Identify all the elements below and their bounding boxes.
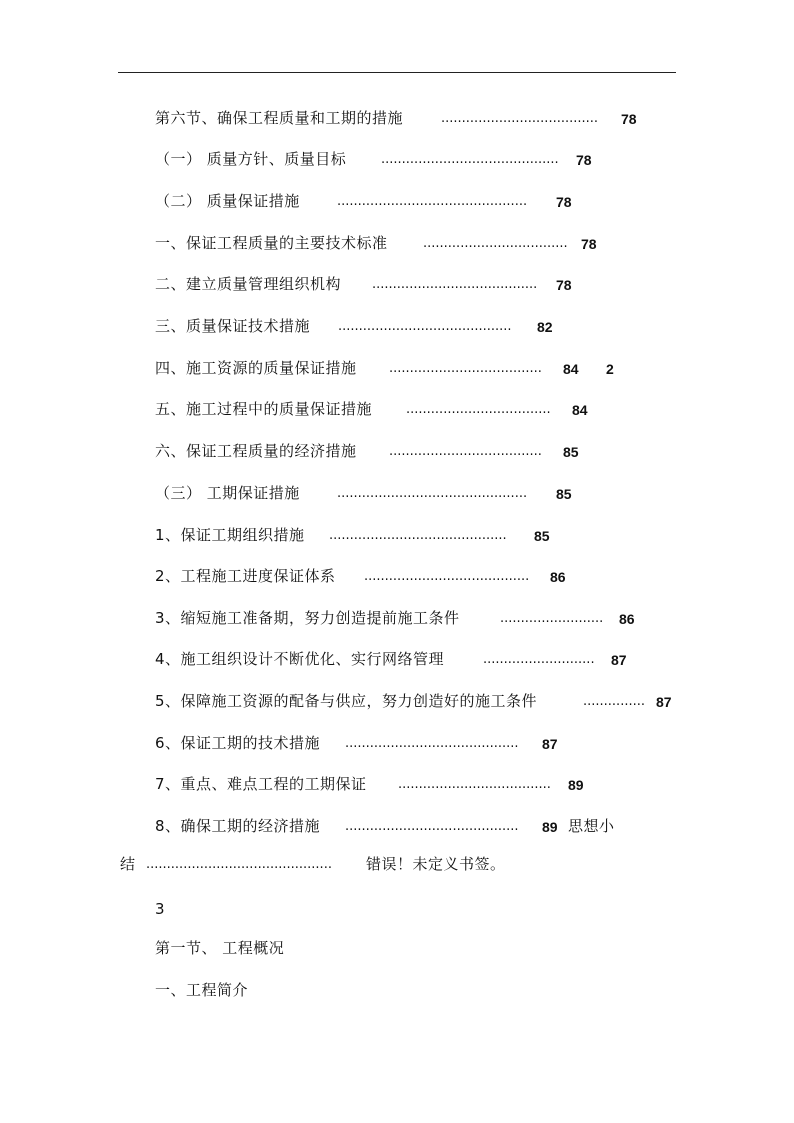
toc-entry-leader: ...........................................	[329, 528, 507, 543]
toc-entry-title: 2、工程施工进度保证体系	[155, 567, 336, 585]
toc-entry-leader: ...........................	[483, 652, 595, 667]
toc-entry-page-number: 78	[556, 194, 572, 210]
toc-entry[interactable]	[155, 606, 715, 630]
toc-entry-leader: ..............................................	[337, 194, 528, 209]
toc-entry-leader: ........................................	[372, 277, 538, 292]
toc-entry[interactable]	[155, 439, 715, 463]
toc-entry[interactable]	[155, 314, 715, 338]
page-number: 3	[155, 900, 166, 918]
toc-entry[interactable]	[155, 147, 715, 171]
toc-entry-page-number: 87	[542, 736, 558, 752]
toc-entry-page-number: 84	[563, 361, 579, 377]
toc-error-text: 错误！未定义书签。	[366, 855, 506, 873]
toc-entry-title: 六、保证工程质量的经济措施	[155, 442, 357, 460]
toc-continuation-dots: .............................................	[146, 857, 332, 872]
toc-entry-title: 一、保证工程质量的主要技术标准	[155, 234, 388, 252]
toc-entry-leader: ..........................................	[345, 736, 519, 751]
toc-entry-extra-text: 思想小	[568, 817, 615, 835]
toc-entry-page-number: 86	[619, 611, 635, 627]
toc-entry-page-number: 85	[556, 486, 572, 502]
toc-entry[interactable]	[155, 523, 715, 547]
toc-entry-page-number: 89	[568, 777, 584, 793]
toc-entry-title: 1、保证工期组织措施	[155, 526, 305, 544]
toc-entry-leader: ........................................	[364, 569, 530, 584]
toc-entry-page-number: 84	[572, 402, 588, 418]
toc-entry-leader: ..........................................	[338, 319, 512, 334]
toc-continuation-title: 结	[120, 855, 136, 873]
toc-entry-title: 4、施工组织设计不断优化、实行网络管理	[155, 650, 445, 668]
toc-entry-page-number: 78	[556, 277, 572, 293]
toc-entry[interactable]	[155, 689, 715, 713]
toc-entry-title: 7、重点、难点工程的工期保证	[155, 775, 367, 793]
toc-entry-leader: ...................................	[406, 402, 551, 417]
toc-entry-title: 第六节、确保工程质量和工期的措施	[155, 109, 404, 127]
toc-entry-leader: ...................................	[423, 236, 568, 251]
toc-entry-title: 3、缩短施工准备期，努力创造提前施工条件	[155, 609, 460, 627]
toc-entry[interactable]	[155, 356, 715, 380]
toc-entry[interactable]	[155, 481, 715, 505]
toc-entry-title: （一） 质量方针、质量目标	[155, 150, 347, 168]
toc-entry[interactable]	[155, 189, 715, 213]
toc-entry[interactable]	[155, 272, 715, 296]
toc-entry-leader: .....................................	[389, 444, 542, 459]
toc-entry[interactable]	[155, 564, 715, 588]
toc-entry-leader: .....................................	[389, 361, 542, 376]
toc-entry-page-number: 85	[563, 444, 579, 460]
toc-entry-page-number: 87	[611, 652, 627, 668]
toc-entry-page-number: 78	[581, 236, 597, 252]
toc-entry-title: （三） 工期保证措施	[155, 484, 300, 502]
toc-entry[interactable]	[155, 772, 715, 796]
toc-entry-title: 5、保障施工资源的配备与供应，努力创造好的施工条件	[155, 692, 538, 710]
toc-entry-title: 6、保证工期的技术措施	[155, 734, 321, 752]
toc-entry-leader: ...........................................	[381, 152, 559, 167]
toc-entry-page-number: 87	[656, 694, 672, 710]
toc-entry[interactable]	[155, 814, 715, 838]
section-heading: 第一节、 工程概况	[155, 939, 285, 957]
toc-entry-page-number: 89	[542, 819, 558, 835]
toc-entry[interactable]	[155, 397, 715, 421]
toc-entry-page-number: 78	[576, 152, 592, 168]
toc-entry-extra-text: 2	[606, 361, 614, 377]
toc-entry[interactable]	[155, 231, 715, 255]
toc-entry-title: （二） 质量保证措施	[155, 192, 300, 210]
toc-entry-leader: ..............................................	[337, 486, 528, 501]
toc-entry-leader: ......................................	[441, 111, 599, 126]
toc-entry-leader: ..........................................	[345, 819, 519, 834]
toc-entry-page-number: 85	[534, 528, 550, 544]
toc-entry-title: 四、施工资源的质量保证措施	[155, 359, 357, 377]
toc-entry[interactable]	[155, 647, 715, 671]
toc-entry-title: 五、施工过程中的质量保证措施	[155, 400, 373, 418]
toc-entry-title: 8、确保工期的经济措施	[155, 817, 321, 835]
toc-entry-title: 三、质量保证技术措施	[155, 317, 311, 335]
toc-entry-title: 二、建立质量管理组织机构	[155, 275, 342, 293]
subheading: 一、工程简介	[155, 981, 249, 999]
toc-entry-page-number: 86	[550, 569, 566, 585]
toc-entry-leader: .........................	[500, 611, 604, 626]
toc-entry[interactable]	[155, 106, 715, 130]
toc-entry-leader: .....................................	[398, 777, 551, 792]
header-rule	[118, 72, 676, 73]
toc-entry-page-number: 78	[621, 111, 637, 127]
toc-entry-leader: ...............	[583, 694, 645, 709]
toc-entry-page-number: 82	[537, 319, 553, 335]
toc-entry[interactable]	[155, 731, 715, 755]
